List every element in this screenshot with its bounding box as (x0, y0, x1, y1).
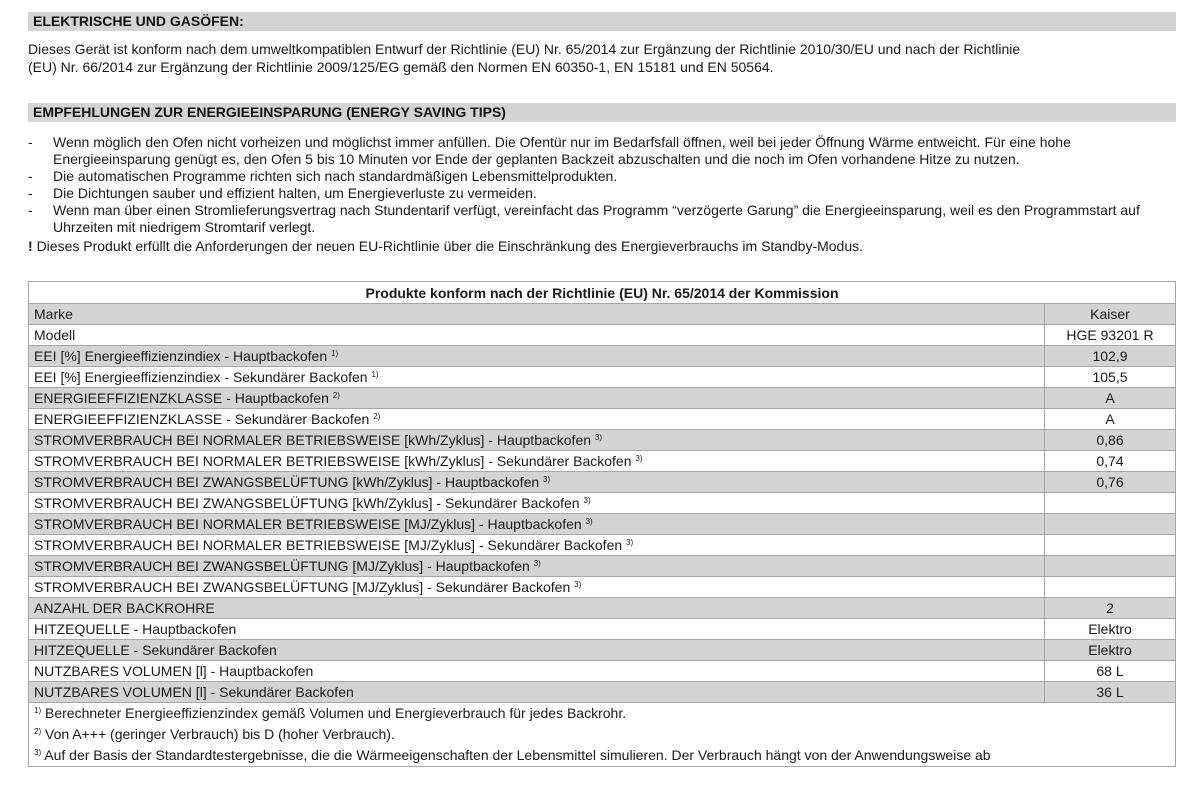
footnote-mark: 1) (34, 706, 42, 715)
table-row (29, 346, 1176, 367)
footnote-text: Von A+++ (geringer Verbrauch) bis D (hoher Verbrauch). (45, 726, 395, 742)
footnote (34, 745, 1170, 766)
table-row (29, 409, 1176, 430)
row-label: Marke (34, 306, 73, 322)
table-row (29, 661, 1176, 682)
row-label-cell (29, 472, 1045, 493)
footnote-ref: 2) (332, 391, 340, 400)
energy-tips-list (28, 134, 1188, 236)
table-row (29, 640, 1176, 661)
row-value: Elektro (1044, 619, 1175, 640)
row-label-cell (29, 304, 1045, 325)
row-label: HITZEQUELLE - Sekundärer Backofen (34, 642, 277, 658)
row-label-cell (29, 598, 1045, 619)
footnote-text: Auf der Basis der Standardtestergebnisse, die die Wärmeeigenschaften der Lebensmittel simulieren. Der Verbrauch hängt von der Anwendungsweise ab (44, 747, 991, 763)
tip-item (28, 202, 1188, 236)
footnote (34, 724, 1170, 745)
table-row (29, 304, 1176, 325)
row-label-cell (29, 367, 1045, 388)
footnote-ref: 3) (594, 433, 603, 442)
tip-text: Die Dichtungen sauber und effizient halten, um Energieverluste zu vermeiden. (53, 185, 537, 201)
table-row (29, 556, 1176, 577)
tip-dash: - (28, 185, 33, 201)
table-row (29, 472, 1176, 493)
tip-dash: - (28, 134, 33, 150)
table-row (29, 682, 1176, 703)
row-label-cell (29, 388, 1045, 409)
footnote-ref: 3) (574, 580, 582, 589)
section-title-energy-tips: EMPFEHLUNGEN ZUR ENERGIEEINSPARUNG (ENERGY SAVING TIPS) (28, 103, 1176, 122)
row-label: STROMVERBRAUCH BEI ZWANGSBELÜFTUNG [kWh/Zyklus] - Sekundärer Backofen (34, 495, 580, 511)
footnote-ref: 3) (533, 559, 541, 568)
row-label-cell (29, 619, 1045, 640)
tip-item (28, 134, 1188, 168)
table-row (29, 577, 1176, 598)
row-label: STROMVERBRAUCH BEI NORMALER BETRIEBSWEISE [MJ/Zyklus] - Hauptbackofen (34, 516, 582, 532)
row-value (1044, 577, 1175, 598)
row-label-cell (29, 346, 1045, 367)
row-value (1044, 514, 1175, 535)
row-label: ENERGIEEFFIZIENZKLASSE - Sekundärer Backofen (34, 411, 370, 427)
row-label: EEI [%] Energieeffizienzindiex - Sekundärer Backofen (34, 369, 368, 385)
product-spec-table (28, 281, 1176, 767)
row-label-cell (29, 577, 1045, 598)
row-label-cell (29, 556, 1045, 577)
ovens-paragraph-line-1: Dieses Gerät ist konform nach dem umweltkompatiblen Entwurf der Richtlinie (EU) Nr. 65/2014 zur Ergänzung der Richtlinie 2010/30/EU und nach der Richtlinie (28, 41, 1021, 57)
footnote-ref: 2) (373, 412, 381, 421)
table-row (29, 388, 1176, 409)
tip-text: Wenn man über einen Stromlieferungsvertrag nach Stundentarif verfügt, vereinfacht das Programm “verzögerte Garung” die Energieeinsparung, weil es den Programmstart auf Uhrzeiten mit niedrigem Stromtarif verlegt. (53, 202, 1140, 235)
table-row (29, 493, 1176, 514)
row-label: ENERGIEEFFIZIENZKLASSE - Hauptbackofen (34, 390, 329, 406)
notice-text: Dieses Produkt erfüllt die Anforderungen der neuen EU-Richtlinie über die Einschränkung des Energieverbrauchs im Standby-Modus. (36, 238, 864, 254)
row-label: STROMVERBRAUCH BEI NORMALER BETRIEBSWEISE [MJ/Zyklus] - Sekundärer Backofen (34, 537, 623, 553)
row-label: HITZEQUELLE - Hauptbackofen (34, 621, 237, 637)
row-value: 0,76 (1044, 472, 1175, 493)
footnote-mark: 2) (34, 727, 42, 736)
table-row (29, 430, 1176, 451)
table-row (29, 367, 1176, 388)
table-row (29, 325, 1176, 346)
row-label-cell (29, 661, 1045, 682)
row-label-cell (29, 430, 1045, 451)
row-value: 0,86 (1044, 430, 1175, 451)
row-label-cell (29, 325, 1045, 346)
tip-text: Die automatischen Programme richten sich nach standardmäßigen Lebensmittelprodukten. (53, 168, 618, 184)
row-value: 2 (1044, 598, 1175, 619)
row-value: 68 L (1044, 661, 1175, 682)
row-value: HGE 93201 R (1044, 325, 1175, 346)
row-label-cell (29, 682, 1045, 703)
footnote-ref: 3) (626, 538, 634, 547)
row-label-cell (29, 535, 1045, 556)
row-value (1044, 556, 1175, 577)
tip-item (28, 168, 1188, 185)
row-label: STROMVERBRAUCH BEI ZWANGSBELÜFTUNG [MJ/Zyklus] - Hauptbackofen (34, 558, 530, 574)
row-value: 36 L (1044, 682, 1175, 703)
row-label: Modell (34, 327, 76, 343)
row-label: ANZAHL DER BACKROHRE (34, 600, 215, 616)
row-value: A (1044, 388, 1175, 409)
row-label-cell (29, 640, 1045, 661)
notice-exclamation-icon: ! (28, 238, 33, 254)
table-row (29, 619, 1176, 640)
row-value: Elektro (1044, 640, 1175, 661)
row-label: STROMVERBRAUCH BEI ZWANGSBELÜFTUNG [MJ/Zyklus] - Sekundärer Backofen (34, 579, 571, 595)
row-value: Kaiser (1044, 304, 1175, 325)
row-value: A (1044, 409, 1175, 430)
footnote (34, 703, 1170, 724)
tip-text: Wenn möglich den Ofen nicht vorheizen und möglichst immer anfüllen. Die Ofentür nur im Bedarfsfall öffnen, weil bei jeder Öffnung Wärme entweicht. Für eine hohe Energieeinsparung genügt es, den Ofen 5 bis 10 Minuten vor Ende der geplanten Backzeit abzuschalten und die noch im Ofen vorhandene Hitze zu nutzen. (53, 134, 1071, 167)
row-label: STROMVERBRAUCH BEI NORMALER BETRIEBSWEISE [kWh/Zyklus] - Sekundärer Backofen (34, 453, 632, 469)
table-row (29, 514, 1176, 535)
table-row (29, 598, 1176, 619)
table-row (29, 535, 1176, 556)
row-label: NUTZBARES VOLUMEN [l] - Sekundärer Backofen (34, 684, 354, 700)
footnote-ref: 3) (585, 517, 593, 526)
footnote-ref: 1) (371, 370, 379, 379)
row-label: STROMVERBRAUCH BEI ZWANGSBELÜFTUNG [kWh/Zyklus] - Hauptbackofen (34, 474, 540, 490)
row-label: STROMVERBRAUCH BEI NORMALER BETRIEBSWEISE [kWh/Zyklus] - Hauptbackofen (34, 432, 592, 448)
footnote-ref: 3) (635, 454, 643, 463)
table-body (29, 304, 1176, 703)
standby-notice (28, 237, 863, 255)
row-value: 102,9 (1044, 346, 1175, 367)
row-value (1044, 493, 1175, 514)
row-label: EEI [%] Energieeffizienzindiex - Hauptbackofen (34, 348, 328, 364)
row-label-cell (29, 514, 1045, 535)
table-row (29, 451, 1176, 472)
row-label-cell (29, 409, 1045, 430)
section-title-ovens: ELEKTRISCHE UND GASÖFEN: (28, 12, 1176, 31)
table-footnotes (29, 703, 1176, 767)
tip-dash: - (28, 168, 33, 184)
ovens-paragraph-line-2: (EU) Nr. 66/2014 zur Ergänzung der Richtlinie 2009/125/EG gemäß den Normen EN 60350-1, EN 15181 und EN 50564. (28, 59, 774, 75)
footnote-ref: 1) (331, 349, 339, 358)
row-label-cell (29, 493, 1045, 514)
table-caption: Produkte konform nach der Richtlinie (EU) Nr. 65/2014 der Kommission (29, 282, 1176, 304)
row-value: 105,5 (1044, 367, 1175, 388)
footnote-mark: 3) (34, 748, 42, 757)
footnote-text: Berechneter Energieeffizienzindex gemäß Volumen und Energieverbrauch für jedes Backrohr. (45, 705, 627, 721)
footnote-ref: 3) (543, 475, 551, 484)
row-label-cell (29, 451, 1045, 472)
tip-item (28, 185, 1188, 202)
tip-dash: - (28, 202, 33, 218)
row-value (1044, 535, 1175, 556)
row-label: NUTZBARES VOLUMEN [l] - Hauptbackofen (34, 663, 314, 679)
row-value: 0,74 (1044, 451, 1175, 472)
footnote-ref: 3) (583, 496, 591, 505)
